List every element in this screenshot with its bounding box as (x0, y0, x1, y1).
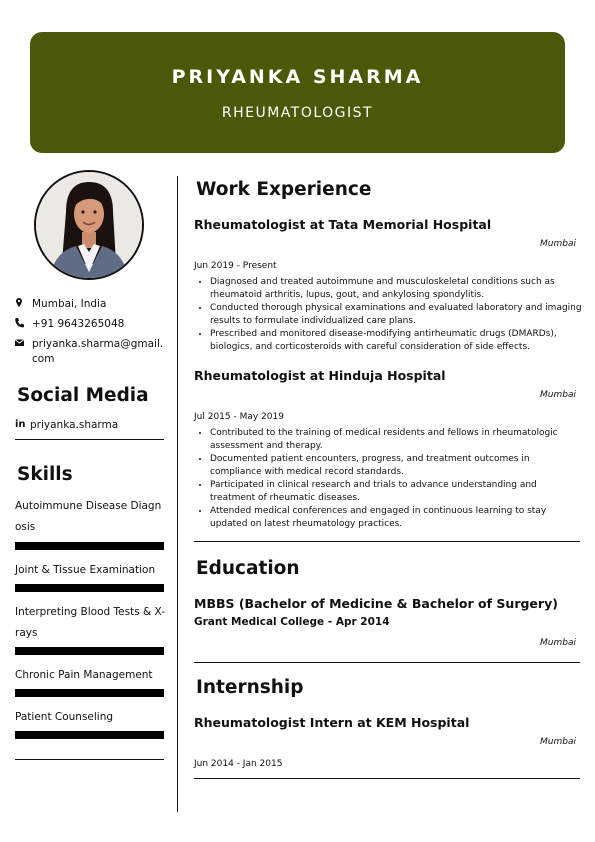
skill-level-bar (15, 731, 164, 739)
school-location: Mumbai (540, 638, 576, 648)
job-location: Mumbai (540, 239, 576, 249)
location-pin-icon (14, 297, 26, 309)
profile-photo (34, 170, 144, 280)
job-title: Rheumatologist at Hinduja Hospital (194, 368, 446, 383)
envelope-icon (14, 337, 26, 349)
linkedin-icon: in (15, 419, 26, 430)
education-heading: Education (196, 558, 300, 579)
job-duties-list (194, 427, 582, 531)
header-banner (30, 32, 565, 153)
skill-item: Interpreting Blood Tests & X-rays (15, 606, 165, 639)
list-item: • Contributed to the training of medical residents and fellows in rheumatologic assessment and therapy. (210, 427, 582, 453)
divider (15, 439, 164, 440)
linkedin-handle[interactable]: priyanka.sharma (30, 419, 119, 431)
divider (194, 541, 580, 542)
work-experience-heading: Work Experience (196, 179, 372, 200)
skill-item: Autoimmune Disease Diagnosis (15, 500, 162, 533)
internship-title: Rheumatologist Intern at KEM Hospital (194, 715, 470, 730)
list-item: • Participated in clinical research and trials to advance understanding and treatment of rheumatic diseases. (210, 479, 582, 505)
skill-level-bar (15, 542, 164, 550)
job-dates: Jun 2019 - Present (194, 261, 277, 271)
list-item: • Attended medical conferences and engaged in continuous learning to stay updated on latest rheumatology practices. (210, 505, 582, 531)
degree-title: MBBS (Bachelor of Medicine & Bachelor of Surgery) (194, 596, 558, 611)
skill-level-bar (15, 689, 164, 697)
skill-level-bar (15, 584, 164, 592)
list-item: • Documented patient encounters, progress, and treatment outcomes in compliance with medical record standards. (210, 453, 582, 479)
social-media-heading: Social Media (17, 385, 149, 406)
list-item: • Conducted thorough physical examinations and evaluated laboratory and imaging results to formulate individualized care plans. (210, 302, 582, 328)
job-dates: Jul 2015 - May 2019 (194, 412, 284, 422)
candidate-title: RHEUMATOLOGIST (221, 105, 374, 121)
skill-item: Joint & Tissue Examination (15, 564, 156, 576)
internship-heading: Internship (196, 677, 304, 698)
list-item: • Prescribed and monitored disease-modifying antirheumatic drugs (DMARDs), biologics, and corticosteroids with careful consideration of side effects. (210, 328, 582, 354)
location-text: Mumbai, India (32, 298, 107, 310)
phone-text: +91 9643265048 (32, 318, 125, 330)
column-divider (177, 176, 178, 812)
skill-level-bar (15, 647, 164, 655)
skill-item: Chronic Pain Management (15, 669, 153, 681)
phone-icon (14, 317, 26, 329)
candidate-name: PRIYANKA SHARMA (171, 66, 424, 88)
divider (15, 759, 164, 760)
internship-dates: Jun 2014 - Jan 2015 (194, 759, 283, 769)
job-duties-list (194, 276, 582, 354)
internship-location: Mumbai (540, 737, 576, 747)
email-text[interactable]: priyanka.sharma@gmail.com (32, 338, 164, 365)
skills-heading: Skills (17, 464, 73, 485)
job-title: Rheumatologist at Tata Memorial Hospital (194, 217, 492, 232)
list-item: • Diagnosed and treated autoimmune and musculoskeletal conditions such as rheumatoid arthritis, lupus, gout, and ankylosing spondylitis. (210, 276, 582, 302)
divider (194, 662, 580, 663)
job-location: Mumbai (540, 390, 576, 400)
divider (194, 778, 580, 779)
skill-item: Patient Counseling (15, 711, 114, 723)
school-name: Grant Medical College - Apr 2014 (194, 616, 390, 628)
